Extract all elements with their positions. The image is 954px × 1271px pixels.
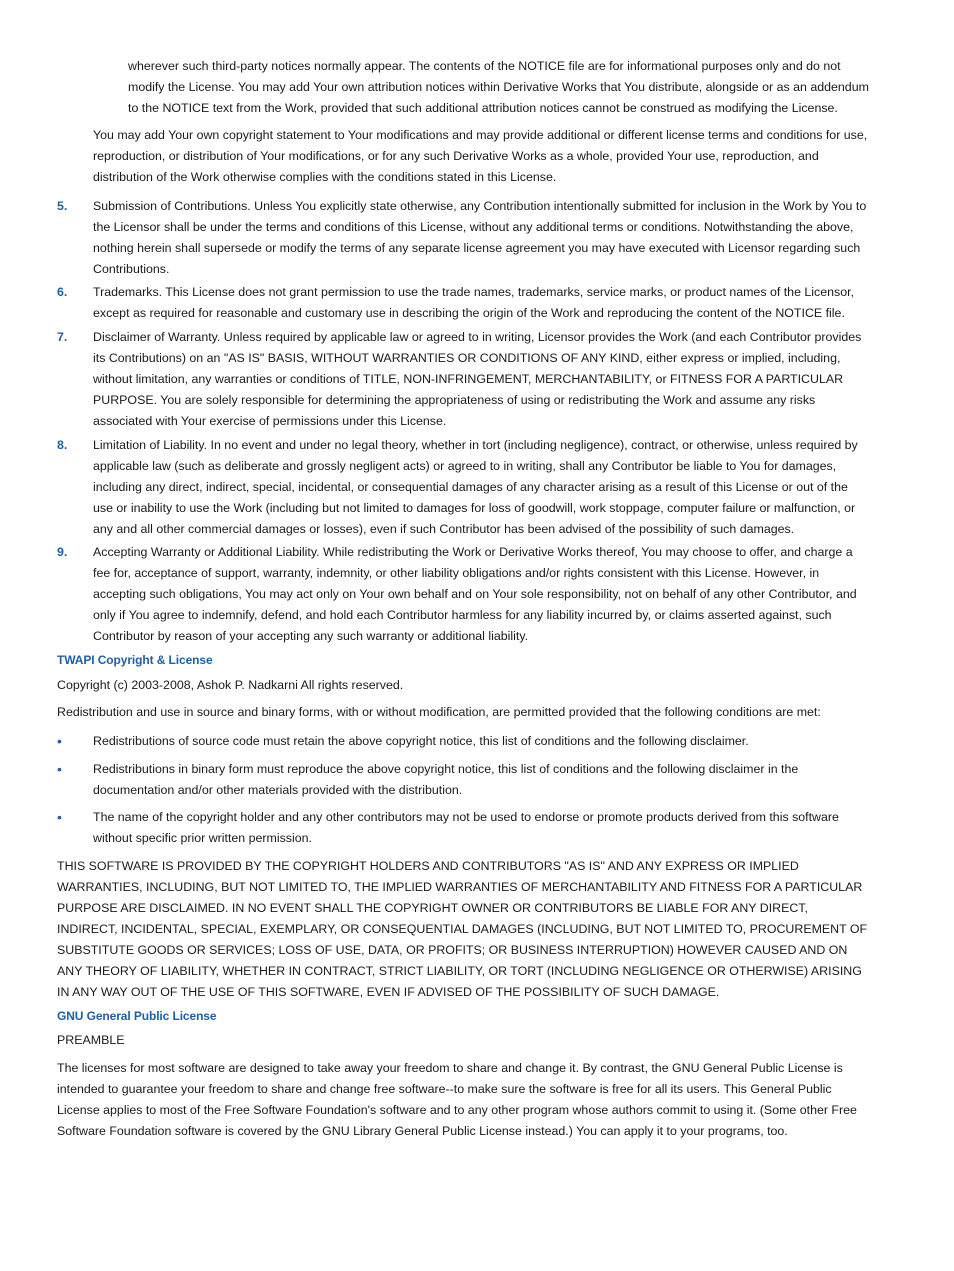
twapi-heading: TWAPI Copyright & License	[57, 653, 213, 667]
gpl-preamble-paragraph: The licenses for most software are designed to take away your freedom to share and change it. By contrast, the GNU General Public License is intended to guarantee your freedom to share and change free software--to make sure the software is free for all its users. This General Public License applies to most of the Free Software Foundation's software and to any other program whose authors commit to using it. (Some other Free Software Foundation software is covered by the GNU Library General Public License instead.) You can apply it to your programs, too.	[57, 1061, 857, 1138]
bullet-icon: •	[57, 761, 62, 777]
item-text: Disclaimer of Warranty. Unless required by applicable law or agreed to in writing, Licensor provides the Work (and each Contributor provides its Contributions) on an "AS IS" BASIS, WITHOUT WARRANTIES OR CONDITIONS OF ANY KIND, either express or implied, including, without limitation, any warranties or conditions of TITLE, NON-INFRINGEMENT, MERCHANTABILITY, or FITNESS FOR A PARTICULAR PURPOSE. You are solely responsible for determining the appropriateness of using or redistributing the Work and assume any risks associated with Your exercise of permissions under this License.	[93, 330, 862, 428]
notice-continuation-paragraph: wherever such third-party notices normally appear. The contents of the NOTICE file are for informational purposes only and do not modify the License. You may add Your own attribution notices within Derivative Works that You distribute, alongside or as an addendum to the NOTICE text from the Work, provided that such additional attribution notices cannot be construed as modifying the License.	[128, 59, 869, 115]
item-number: 7.	[57, 330, 68, 344]
item-text: Accepting Warranty or Additional Liability. While redistributing the Work or Derivative Works thereof, You may choose to offer, and charge a fee for, acceptance of support, warranty, indemnity, or other liability obligations and/or rights consistent with this License. However, in accepting such obligations, You may act only on Your own behalf and on Your sole responsibility, not on behalf of any other Contributor, and only if You agree to indemnify, defend, and hold each Contributor harmless for any liability incurred by, or claims asserted against, such Contributor by reason of your accepting any such warranty or additional liability.	[93, 545, 857, 643]
twapi-disclaimer-paragraph: THIS SOFTWARE IS PROVIDED BY THE COPYRIGHT HOLDERS AND CONTRIBUTORS "AS IS" AND ANY EXPRESS OR IMPLIED WARRANTIES, INCLUDING, BUT NOT LIMITED TO, THE IMPLIED WARRANTIES OF MERCHANTABILITY AND FITNESS FOR A PARTICULAR PURPOSE ARE DISCLAIMED. IN NO EVENT SHALL THE COPYRIGHT OWNER OR CONTRIBUTORS BE LIABLE FOR ANY DIRECT, INDIRECT, INCIDENTAL, SPECIAL, EXEMPLARY, OR CONSEQUENTIAL DAMAGES (INCLUDING, BUT NOT LIMITED TO, PROCUREMENT OF SUBSTITUTE GOODS OR SERVICES; LOSS OF USE, DATA, OR PROFITS; OR BUSINESS INTERRUPTION) HOWEVER CAUSED AND ON ANY THEORY OF LIABILITY, WHETHER IN CONTRACT, STRICT LIABILITY, OR TORT (INCLUDING NEGLIGENCE OR OTHERWISE) ARISING IN ANY WAY OUT OF THE USE OF THIS SOFTWARE, EVEN IF ADVISED OF THE POSSIBILITY OF SUCH DAMAGE.	[57, 859, 868, 999]
copyright-statement-paragraph: You may add Your own copyright statement to Your modifications and may provide additional or different license terms and conditions for use, reproduction, or distribution of Your modifications, or for any such Derivative Works as a whole, provided Your use, reproduction, and distribution of the Work otherwise complies with the conditions stated in this License.	[93, 128, 868, 184]
gpl-heading: GNU General Public License	[57, 1009, 217, 1023]
item-number: 6.	[57, 285, 68, 299]
item-text: Trademarks. This License does not grant permission to use the trade names, trademarks, service marks, or product names of the Licensor, except as required for reasonable and customary use in describing the origin of the Work and reproducing the content of the NOTICE file.	[93, 285, 854, 320]
item-number: 5.	[57, 199, 68, 213]
twapi-intro-paragraph: Redistribution and use in source and binary forms, with or without modification, are permitted provided that the following conditions are met:	[57, 705, 821, 719]
condition-text: The name of the copyright holder and any other contributors may not be used to endorse or promote products derived from this software without specific prior written permission.	[93, 810, 839, 845]
condition-text: Redistributions of source code must retain the above copyright notice, this list of conditions and the following disclaimer.	[93, 734, 749, 748]
item-text: Submission of Contributions. Unless You explicitly state otherwise, any Contribution intentionally submitted for inclusion in the Work by You to the Licensor shall be under the terms and conditions of this License, without any additional terms or conditions. Notwithstanding the above, nothing herein shall supersede or modify the terms of any separate license agreement you may have executed with Licensor regarding such Contributions.	[93, 199, 867, 276]
bullet-icon: •	[57, 733, 62, 749]
item-number: 8.	[57, 438, 68, 452]
twapi-copyright-line: Copyright (c) 2003-2008, Ashok P. Nadkarni All rights reserved.	[57, 678, 404, 692]
gpl-preamble-label: PREAMBLE	[57, 1033, 125, 1047]
item-number: 9.	[57, 545, 68, 559]
condition-text: Redistributions in binary form must reproduce the above copyright notice, this list of conditions and the following disclaimer in the documentation and/or other materials provided with the distribution.	[93, 762, 799, 797]
item-text: Limitation of Liability. In no event and under no legal theory, whether in tort (including negligence), contract, or otherwise, unless required by applicable law (such as deliberate and grossly negligent acts) or agreed to in writing, shall any Contributor be liable to You for damages, including any direct, indirect, special, incidental, or consequential damages of any character arising as a result of this License or out of the use or inability to use the Work (including but not limited to damages for loss of goodwill, work stoppage, computer failure or malfunction, or any and all other commercial damages or losses), even if such Contributor has been advised of the possibility of such damages.	[93, 438, 858, 536]
bullet-icon: •	[57, 809, 62, 825]
